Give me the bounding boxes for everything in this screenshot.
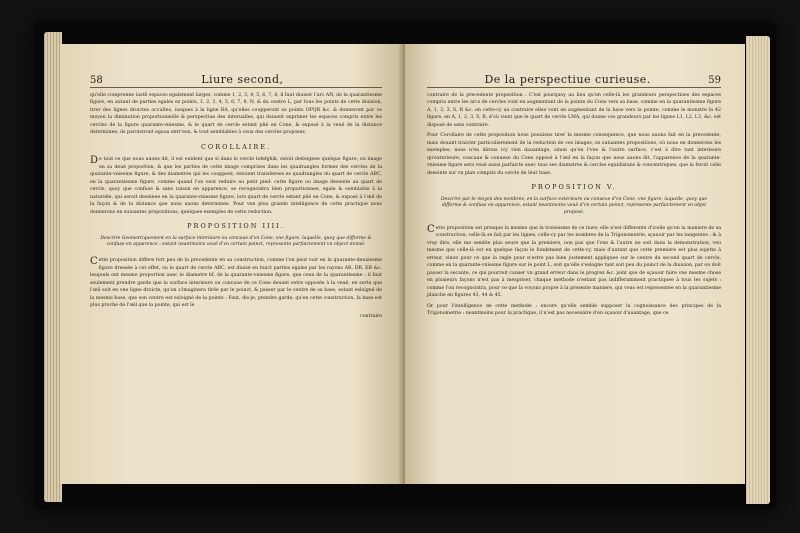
right-page-header [427, 73, 721, 88]
paragraph: Cette proposition differe fort peu de la precedente en sa construction, comme l'on peut voir en la quarante-deuxiesme figure dressée à cet effet, ou le quart de cercle ABC, est diuisé en huict parties egales par les rayons AB, DB, EB &c. lesquels ont mesme proportion auec le diametre bf, de la quarante-vniesme figure, que ceux de la quarantiesme : il faut seulement prendre garde que la surface interieure ou concaue de ce Cone deuant estre opposée à la veuë, en sorte que l'œil soit en vne ligne droicte, qu'on s'imaginera tirée par le poinct, & passer par le centre de sa base, estant esloigné de la mesme base, que son centre est esloigné de la pointe : Faut, dis-je, prendre garde, qu'en cette construction, la base est plus proche de l'œil que la pointe, qui est le [90, 256, 382, 309]
paragraph: contraire de la precedente proposition : C'est pourquoy au lieu qu'en celle-là les grandeurs perspectiues des espaces compris entre les arcs de cercles vont en augmentant de la pointe du Cone vers sa base, comme en la quarantiesme figure A, 1, 2, 3, S, R &c. en cette-cy au contraire elles vont en augmentant de la base vers la pointe, comme le monstre la 42 figure, en A, 1, 2, 3, S, R, d'où vient que le quart de cercle LMA, qui donne ces grandeurs par les lignes L1, L2, L3, &c. est disposé de sens contraire. [427, 92, 721, 128]
open-book [34, 22, 776, 510]
left-page-text [90, 73, 382, 320]
catchword: contraire [360, 313, 382, 319]
left-page-header [90, 73, 382, 88]
proposition-summary: Descrire Geometriquement en la surface interieure ou concaue d'vn Cone, vne figure, laquelle, quoy que difforme & confuse en apparence : estant neantmoins veuë d'vn certain poinct, represente parfaictement vn object donné. [100, 235, 372, 248]
running-head: Liure second, [201, 73, 284, 86]
paragraph: Pour Corollaire de cette proposition nous pouuions tirer la mesme consequence, que nous auons fait en la precedente, mais deuant traicter particulierement de la reduction de ces images, ez suiuantes propositions, où nous en donnerons les exemples; nous n'en dirons icy rien dauantage, sinon qu'en l'vne & l'autre surface, c'est à dire tant interieure qu'exterieure, concaue & conuexe du Cone opposé à l'œil en la façon que nous auons dit, l'apparence de la quarante-vniesme figure sera veuë aussi parfaicte auec tous ses diametres & cercles equidistans & concentriques, que la feroit celle deseinte sur vn plan compris du cercle de leur base. [427, 133, 721, 176]
right-page-text [427, 73, 721, 321]
paragraph: De tout ce que nous auons dit, il est euident que si dans le cercle bdefghik, estoit deßeignee quelque figure, ou image en sa deuë proportion, & que les parties de cette image comprises dans les quadrangles formez des cercles de la quarante-vniesme figure, & des diametres qui les couppent, estoient transferees es quadrangles du quart de cercle ABC, en la quarantiesme figure, comme quand l'on veut reduire au petit pied: cette figure ou image deseinte au quart de cercle, quoy que confuse & sans raison en apparence, se recognoistra bien proportionnee, egale & semblable à la naturelle, qui seroit deseinee en la quarante-vniesme figure, lors quart de cercle estant plié en Cone, & exposé à l'œil de la façon & de la distance que nous auons determinee. Pour vne plus grande intelligence de cette practique nous donnerons en suiuantes propositions, quelques exemples de cette reduction. [90, 155, 382, 215]
section-title: PROPOSITION IIII. [187, 222, 285, 230]
page-number: 59 [708, 75, 721, 86]
proposition-summary: Descrire par le moyen des nombres, en la surface exterieure ou conuexe d'vn Cone, vne figure, laquelle, quoy que difforme & confuse en apparence, estant neantmoins veuë d'vn certain poinct, represente parfaictement vn objet proposé. [440, 196, 708, 216]
running-head: De la perspectiue curieuse. [484, 73, 651, 86]
left-page [60, 44, 405, 484]
right-page [405, 44, 745, 484]
section-title: COROLLAIRE. [200, 142, 272, 151]
right-page-edges [746, 36, 770, 504]
paragraph: qu'elle comprenne iustẽ espaces egalement larges, comme 1, 2, 3, 4, 5, 6, 7, 8, il faut diuiser l'arc AN, de la quarantiesme figure, en autant de parties egales ez points, 1, 2, 3, 4, 5, 6, 7, 8, N, & du centre L, par tous les points de cette diuision, tirer des lignes droictes occultes, iusques à la ligne BA, qu'elles coupperont ez points OPQR &c. & donneront par ce moyen la diminution proportionnelle & perspectiue des interualles, qui doiuent exprimer les espaces compris entre les cercles de la figure quarante-vniesme, & le quart de cercle estant plié en Cone, & exposé à la veuë de la distance determinee, ils paroistront egaux entr'eux, & tout semblables à ceux des cercles proposez. [90, 92, 382, 135]
page-number: 58 [90, 75, 103, 86]
paragraph: Cette proposition est presque la mesme que la troisiesme de ce liure; elle n'est differente d'icelle qu'en la maniere de sa construction; celle-là se fait par les lignes, celle-cy par les nombres de la Trigonometrie, sçauoir par les tangentes : & à vray dire, elle me semble plus seure que la premiere, non pas que l'vne & l'autre ne soit dans la demonstration, veu mesme que celle-là est en quelque façon le fondement de cette-cy, mais d'autant que cette premiere est plus sujette à erreur, sinon pour ce que la regle pour n'estre pas bien justement appliquee sur le centre du second quart de cercle, comme en la quarante-vniesme figure sur le point L, soit qu'elle s'eslogne tant soit peu du poinct de la diuision, par ou doit passer la secante, ce qui pourroit causer vn grand erreur dans le progrez &c. joint que de sçauoir faire vne mesme chose en plusieurs façons n'est pas à mespriser, chaque methode n'estant pas indifferamment practiquee à tous les sujets : comme l'on recognoistra, pour ce que la voyons propre à la presente maniere, qui vous est representée en la quarantiesme planche en figures 43, 44 & 45. [427, 223, 721, 299]
paragraph: Or pour l'intelligence de cette methode : encore qu'elle semble supposer la cognoissance des principes de la Trigonometrie : neantmoins pour la practique, il n'est pas necessaire d'en sçauoir d'auantage, que ce [427, 303, 721, 317]
section-title: PROPOSITION V. [531, 183, 617, 191]
